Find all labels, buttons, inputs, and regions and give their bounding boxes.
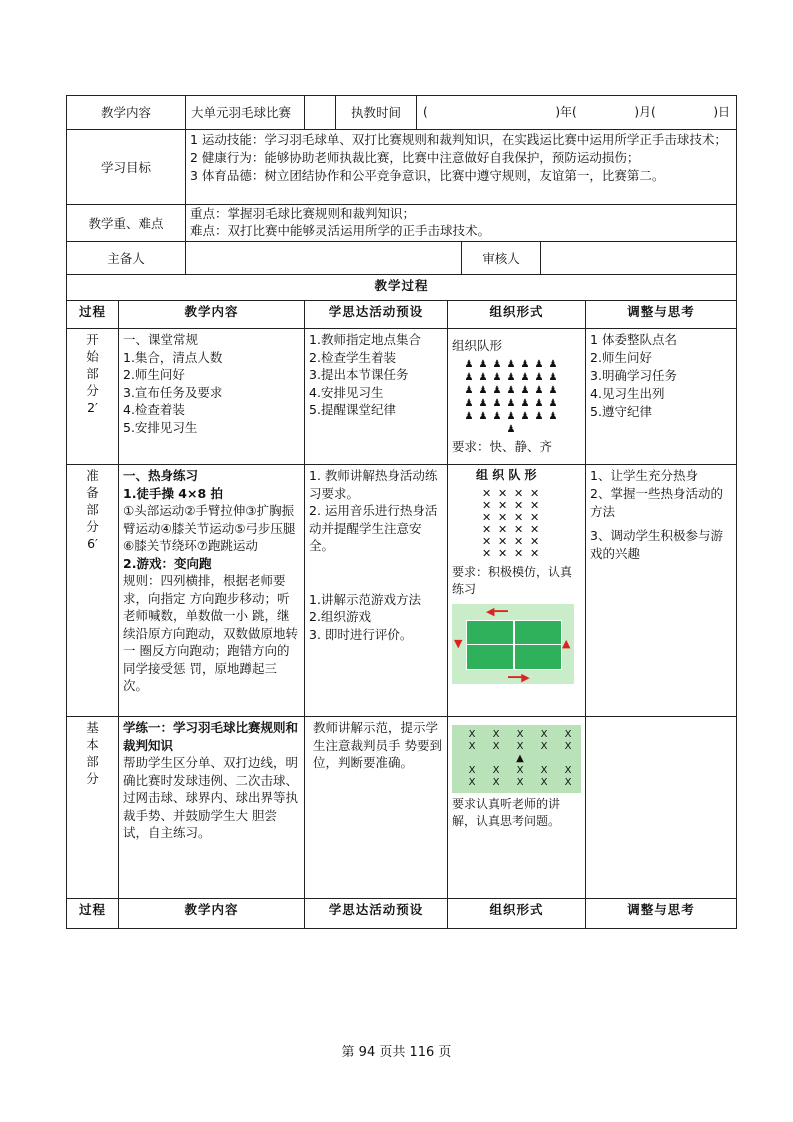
formation-x-grid [482,488,581,560]
phase-prep: 准 备 部 分 6′ [67,465,119,717]
arrow-left-icon: ◀━━ [486,605,508,618]
student-mark-icon: ✕ [498,499,508,512]
student-mark-icon [532,753,556,765]
student-icon: ♟ [506,398,516,409]
prep-reflection: 1、让学生充分热身 2、掌握一些热身活动的方法 3、调动学生积极参与游戏的兴趣 [586,465,737,717]
student-icon: ♟ [464,372,474,383]
student-icon: ♟ [506,385,516,396]
student-mark-icon: X [468,777,476,788]
student-icon: ♟ [478,385,488,396]
col-header-activity: 学思达活动预设 [305,301,448,329]
student-mark-icon: X [468,729,476,740]
student-mark-icon: ✕ [514,511,524,524]
student-icon: ♟ [478,359,488,370]
student-icon: ♟ [520,411,530,422]
student-mark-icon: ✕ [482,511,492,524]
student-icon: ♟ [506,372,516,383]
student-icon: ♟ [548,359,558,370]
badminton-court [466,620,562,670]
student-icon: ♟ [534,372,544,383]
student-mark-icon: X [540,777,548,788]
student-mark-icon: ✕ [498,547,508,560]
student-mark-icon: X [468,741,476,752]
student-mark-icon: ✕ [498,535,508,548]
student-mark-icon: ✕ [530,511,540,524]
student-mark-icon: ✕ [482,499,492,512]
student-mark-icon: X [468,765,476,776]
basic-content: 学练一：学习羽毛球比赛规则和裁判知识 帮助学生区分单、双打边线，明确比赛时发球违例、二次击球、过网击球、球界内、球出界等执裁手势、并鼓励学生大 胆尝试，自主练习。 [119,717,305,899]
student-mark-icon: ✕ [514,547,524,560]
student-mark-icon: X [516,741,524,752]
col-header-organization: 组织形式 [448,301,586,329]
process-title: 教学过程 [67,275,737,301]
org-requirement: 要求：积极模仿，认真练习 [452,565,573,596]
student-icon: ♟ [534,359,544,370]
court-diagram [452,604,574,684]
student-mark-icon: ✕ [530,523,540,536]
student-mark-icon [484,753,508,765]
student-icon: ♟ [520,398,530,409]
page-number: 第 94 页共 116 页 [341,1045,452,1060]
student-icon: ♟ [548,398,558,409]
student-icon: ♟ [492,385,502,396]
student-icon: ♟ [548,372,558,383]
student-mark-icon: ✕ [482,535,492,548]
student-mark-icon [556,753,580,765]
student-icon: ♟ [548,411,558,422]
phase-start: 开 始 部 分 2′ [67,329,119,465]
col-header-reflection: 调整与思考 [586,301,737,329]
student-mark-icon: ✕ [482,547,492,560]
reviewer-label: 审核人 [462,242,541,274]
basic-activity: 教师讲解示范，提示学生注意裁判员手 势要到位，判断要准确。 [305,717,448,899]
student-icon: ♟ [464,359,474,370]
formation-grid [462,358,581,436]
student-mark-icon: X [540,741,548,752]
start-organization [448,329,586,465]
col-header-activity: 学思达活动预设 [305,899,448,929]
prep-activity: 1. 教师讲解热身活动练习要求。 2. 运用音乐进行热身活动并提醒学生注意安全。 1.讲解示范游戏方法 2.组织游戏 3. 即时进行评价。 [305,465,448,717]
start-content: 一、课堂常规 1.集合，清点人数 2.师生问好 3.宣布任务及要求 4.检查着装 5.安排见习生 [119,329,305,465]
col-header-content: 教学内容 [119,301,305,329]
student-icon: ♟ [548,385,558,396]
lesson-plan-table [66,95,737,929]
start-reflection: 1 体委整队点名 2.师生问好 3.明确学习任务 4.见习生出列 5.遵守纪律 [586,329,737,465]
date-field: ( )年( )月( )日 [423,105,731,119]
teacher-icon: ▲ [516,753,524,764]
student-icon: ♟ [464,398,474,409]
student-mark-icon: X [540,765,548,776]
student-mark-icon: ✕ [514,487,524,500]
student-mark-icon: ✕ [514,499,524,512]
objectives-label: 学习目标 [67,130,186,204]
student-mark-icon: ✕ [530,487,540,500]
arrow-right-icon: ━━▶ [508,671,530,684]
arrow-up-icon: ▲ [562,637,571,650]
student-icon: ♟ [492,411,502,422]
student-mark-icon: ✕ [530,499,540,512]
student-icon: ♟ [534,385,544,396]
student-icon: ♟ [478,398,488,409]
student-mark-icon: ✕ [514,523,524,536]
student-mark-icon: X [492,741,500,752]
prep-content: 一、热身练习 1.徒手操 4×8 拍 ①头部运动②手臂拉伸③扩胸振臂运动④膝关节运动⑤弓步压腿⑥膝关节绕环⑦跑跳运动 2.游戏：变向跑 规则：四列横排，根据老师要求，向指定 方向跑步移动；听老师喊数，单数做一小 跳，继续沿原方向跑动，双数做原地转一 圈反方向跑动；跑错方向的同学接受惩 罚，原地蹲起三次。 [119,465,305,717]
student-mark-icon: X [564,729,572,740]
keypoints-text: 重点：掌握羽毛球比赛规则和裁判知识； 难点：双打比赛中能够灵活运用所学的正手击球技术。 [190,206,491,238]
org-title: 组 织 队 形 [476,468,537,482]
student-mark-icon: ✕ [514,535,524,548]
org-title: 组织队形 [452,338,503,353]
student-mark-icon: ✕ [498,511,508,524]
basic-organization [448,717,586,899]
student-mark-icon: ✕ [482,523,492,536]
teacher-icon: ♟ [506,424,516,435]
col-header-process: 过程 [67,301,119,329]
arrow-down-icon: ▼ [454,637,463,650]
student-icon: ♟ [478,411,488,422]
student-mark-icon: X [516,729,524,740]
col-header-organization: 组织形式 [448,899,586,929]
content-value: 大单元羽毛球比赛 [191,105,292,120]
preparer-value [186,242,462,274]
student-icon: ♟ [492,359,502,370]
student-mark-icon: ✕ [498,487,508,500]
student-icon: ♟ [492,372,502,383]
student-mark-icon: ✕ [530,547,540,560]
reviewer-value [541,242,736,274]
student-icon: ♟ [464,385,474,396]
student-icon: ♟ [492,398,502,409]
student-icon: ♟ [506,411,516,422]
objectives-text: 1 运动技能：学习羽毛球单、双打比赛规则和裁判知识，在实践运比赛中运用所学正手击球技术； 2 健康行为：能够协助老师执裁比赛，比赛中注意做好自我保护，预防运动损伤； 3 体育品德：树立团结协作和公平竞争意识，比赛中遵守规则，友谊第一，比赛第二。 [190,132,727,183]
student-icon: ♟ [506,359,516,370]
student-mark-icon: ✕ [498,523,508,536]
col-header-reflection: 调整与思考 [586,899,737,929]
student-mark-icon: X [492,765,500,776]
time-label: 执教时间 [336,96,417,129]
student-mark-icon: X [516,777,524,788]
student-mark-icon: X [516,765,524,776]
phase-basic: 基 本 部 分 [67,717,119,899]
col-header-content: 教学内容 [119,899,305,929]
student-mark-icon: X [540,729,548,740]
student-mark-icon: ✕ [482,487,492,500]
student-icon: ♟ [520,385,530,396]
student-icon: ♟ [478,372,488,383]
keypoints-label: 教学重、难点 [67,205,186,241]
student-mark-icon: X [564,765,572,776]
student-mark-icon: X [564,741,572,752]
practice-formation [452,725,581,793]
prep-organization [448,465,586,717]
basic-reflection [586,717,737,899]
content-label: 教学内容 [67,96,186,129]
col-header-process: 过程 [67,899,119,929]
org-requirement: 要求：快、静、齐 [452,439,553,454]
student-mark-icon: X [564,777,572,788]
student-icon: ♟ [534,411,544,422]
student-icon: ♟ [534,398,544,409]
student-mark-icon [460,753,484,765]
student-mark-icon: X [492,729,500,740]
start-activity: 1.教师指定地点集合 2.检查学生着装 3.提出本节课任务 4.安排见习生 5.提醒课堂纪律 [305,329,448,465]
student-icon: ♟ [520,372,530,383]
student-mark-icon: ✕ [530,535,540,548]
org-requirement: 要求认真听老师的讲解，认真思考问题。 [452,797,561,828]
student-icon: ♟ [520,359,530,370]
student-mark-icon: X [492,777,500,788]
student-icon: ♟ [464,411,474,422]
preparer-label: 主备人 [67,242,186,274]
